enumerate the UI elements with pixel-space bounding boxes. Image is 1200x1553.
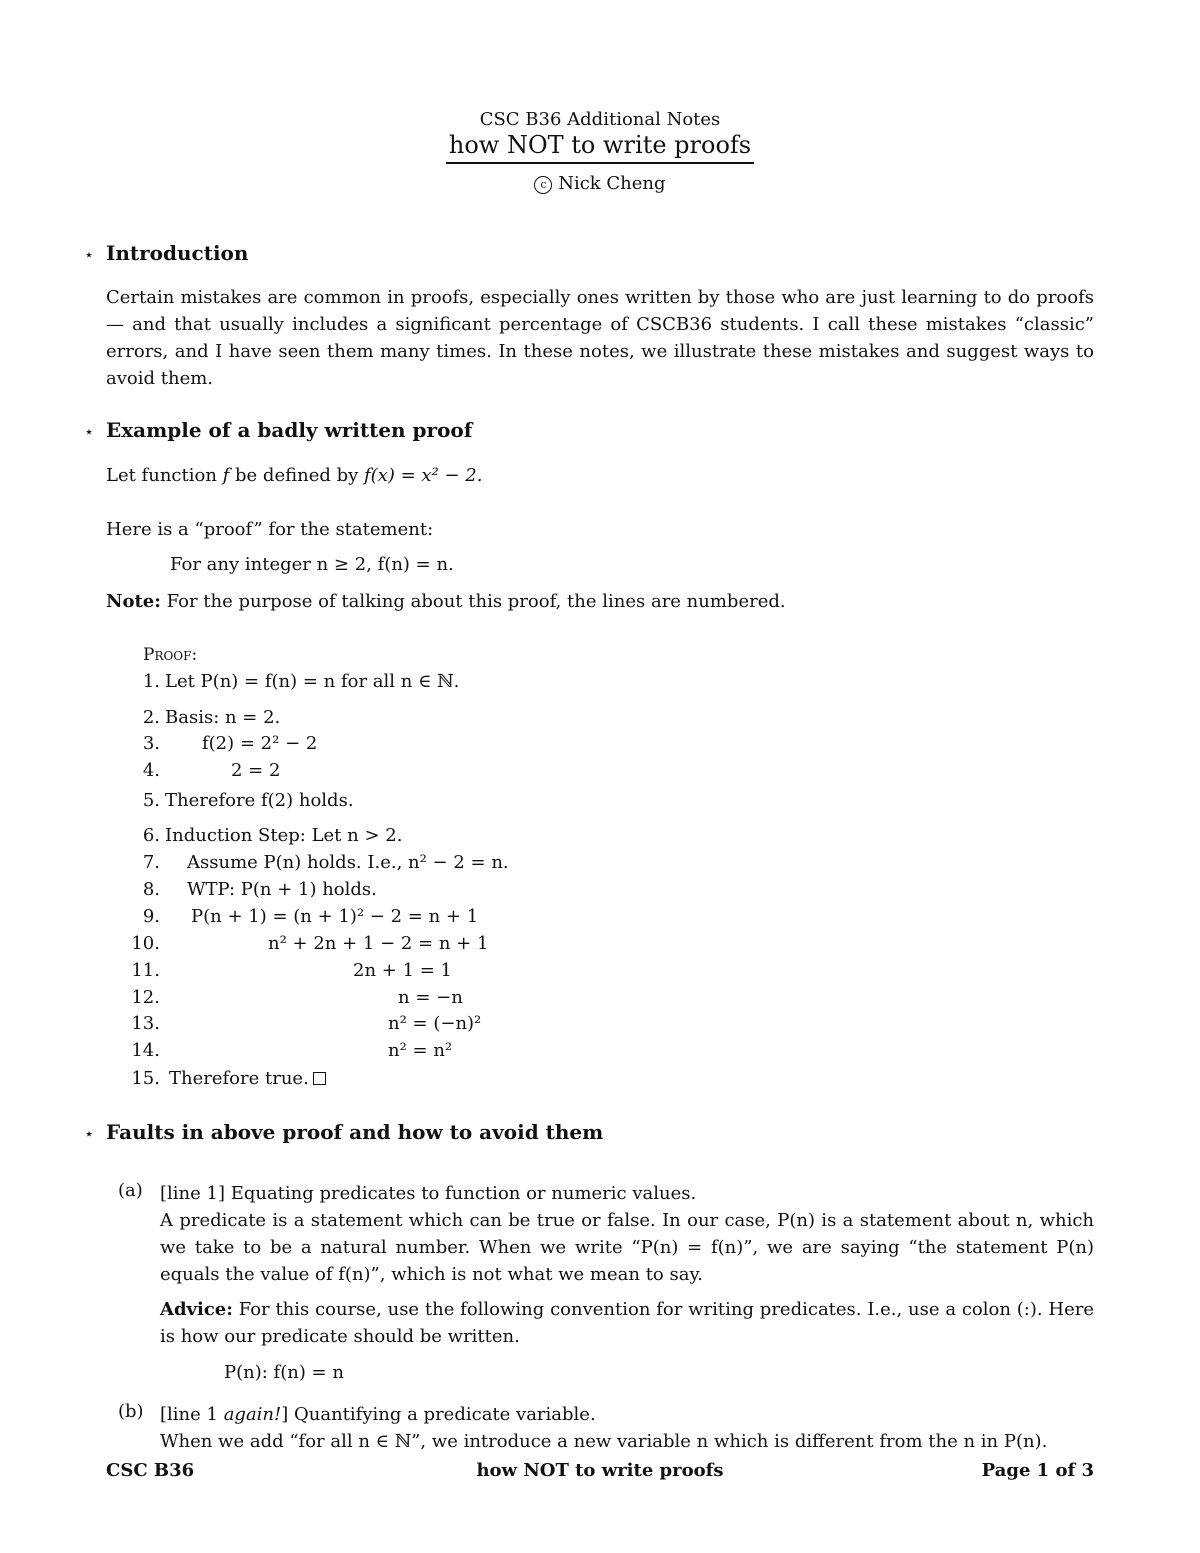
proof-line: Basis: n = 2. [165, 707, 281, 728]
advice-paragraph [160, 1296, 1094, 1350]
fault-b-label: (b) [118, 1401, 144, 1422]
note-text: For the purpose of talking about this proof, the lines are numbered. [160, 591, 786, 612]
proof-line-number: 4. [142, 760, 160, 781]
function-definition: Let function f be defined by f(x) = x² − 2. [106, 465, 483, 486]
proof-line-number: 9. [142, 906, 160, 927]
star-bullet-icon: ⋆ [84, 1124, 95, 1143]
section-introduction [84, 241, 248, 265]
proof-line-number: 8. [142, 879, 160, 900]
proof-line: n = −n [398, 987, 463, 1008]
proof-intro: Here is a “proof” for the statement: [106, 519, 434, 540]
proof-line-number: 10. [131, 933, 160, 954]
fault-a-title: [line 1] Equating predicates to function or numeric values. [160, 1183, 697, 1204]
proof-line-number: 14. [131, 1040, 160, 1061]
advice-text: For this course, use the following convention for writing predicates. I.e., use a colon (:). Here is how our predicate should be written. [160, 1299, 1094, 1347]
author-name: Nick Cheng [558, 173, 666, 194]
proof-line: f(2) = 2² − 2 [202, 733, 318, 754]
proof-line: n² = n² [388, 1040, 453, 1061]
qed-box-icon [313, 1072, 326, 1085]
advice-label: Advice: [160, 1299, 233, 1320]
proof-line-number: 7. [142, 852, 160, 873]
author-line [0, 173, 1200, 194]
proof-line-text: Therefore true. [169, 1068, 309, 1089]
proof-line: Assume P(n) holds. I.e., n² − 2 = n. [187, 852, 509, 873]
note-label: Note: [106, 591, 161, 612]
proof-line-number: 2. [142, 707, 160, 728]
title-underline [446, 162, 754, 164]
proof-line: Induction Step: Let n > 2. [165, 825, 403, 846]
proof-line-number: 12. [131, 987, 160, 1008]
introduction-paragraph [106, 284, 1094, 392]
footer-center: how NOT to write proofs [476, 1460, 724, 1481]
fn-def-expression: f(x) = x² − 2. [364, 465, 483, 486]
footer-right: Page 1 of 3 [981, 1460, 1094, 1481]
proof-line: n² + 2n + 1 − 2 = n + 1 [268, 933, 489, 954]
predicate-example: P(n): f(n) = n [224, 1362, 344, 1383]
page-title: how NOT to write proofs [448, 131, 752, 159]
intro-course-code: CSCB36 [636, 314, 713, 335]
fn-def-prefix: Let function [106, 465, 223, 486]
fault-b-title-pre: [line 1 [160, 1404, 224, 1425]
proof-line-number: 5. [142, 790, 160, 811]
fn-def-mid: be defined by [229, 465, 365, 486]
footer-left: CSC B36 [106, 1460, 195, 1481]
fault-a-body: A predicate is a statement which can be true or false. In our case, P(n) is a statement about n, which we take to be a natural number. When we write “P(n) = f(n)”, we are saying “the statement P(n) equals the value of f(n)”, which is not what we mean to say. [160, 1210, 1094, 1285]
copyright-icon: c [534, 176, 552, 194]
proof-line: n² = (−n)² [388, 1013, 482, 1034]
intro-text-part-2: students. I call these mistakes “classic” errors, and I have seen them many times. In these notes, we illustrate these mistakes and suggest ways to avoid them. [106, 314, 1094, 389]
course-line: CSC B36 Additional Notes [479, 109, 721, 130]
section-example [84, 418, 472, 442]
fault-b-body: When we add “for all n ∈ ℕ”, we introduce a new variable n which is different from the n in P(n). [160, 1431, 1048, 1452]
proof-line: 2n + 1 = 1 [353, 960, 452, 981]
proof-line-number: 13. [131, 1013, 160, 1034]
faults-heading: Faults in above proof and how to avoid them [106, 1120, 604, 1144]
section-faults [84, 1120, 603, 1144]
proof-line-number: 15. [131, 1068, 160, 1089]
example-heading: Example of a badly written proof [106, 418, 473, 442]
fault-b-title [160, 1401, 1094, 1428]
star-bullet-icon: ⋆ [84, 422, 95, 441]
proof-line: P(n + 1) = (n + 1)² − 2 = n + 1 [191, 906, 479, 927]
proof-line-number: 1. [142, 671, 160, 692]
proof-line-number: 3. [142, 733, 160, 754]
proof-line: 2 = 2 [231, 760, 281, 781]
proof-line: Let P(n) = f(n) = n for all n ∈ ℕ. [165, 671, 460, 692]
star-bullet-icon: ⋆ [84, 245, 95, 264]
fault-a-label: (a) [118, 1180, 143, 1201]
proof-line: WTP: P(n + 1) holds. [187, 879, 377, 900]
proof-line: Therefore f(2) holds. [165, 790, 354, 811]
intro-text-part-1: Certain mistakes are common in proofs, especially ones written by those who are just learning to do proofs — and that usually includes a significant percentage of [106, 287, 1094, 335]
proof-line [169, 1068, 326, 1089]
note-line [106, 588, 786, 615]
proof-line-number: 11. [131, 960, 160, 981]
fault-b-title-again: again! [223, 1404, 282, 1425]
fault-b-title-post: ] Quantifying a predicate variable. [281, 1404, 596, 1425]
introduction-heading: Introduction [106, 241, 249, 265]
proof-label: Proof: [143, 645, 198, 665]
proof-line-number: 6. [142, 825, 160, 846]
proof-statement: For any integer n ≥ 2, f(n) = n. [170, 554, 454, 575]
